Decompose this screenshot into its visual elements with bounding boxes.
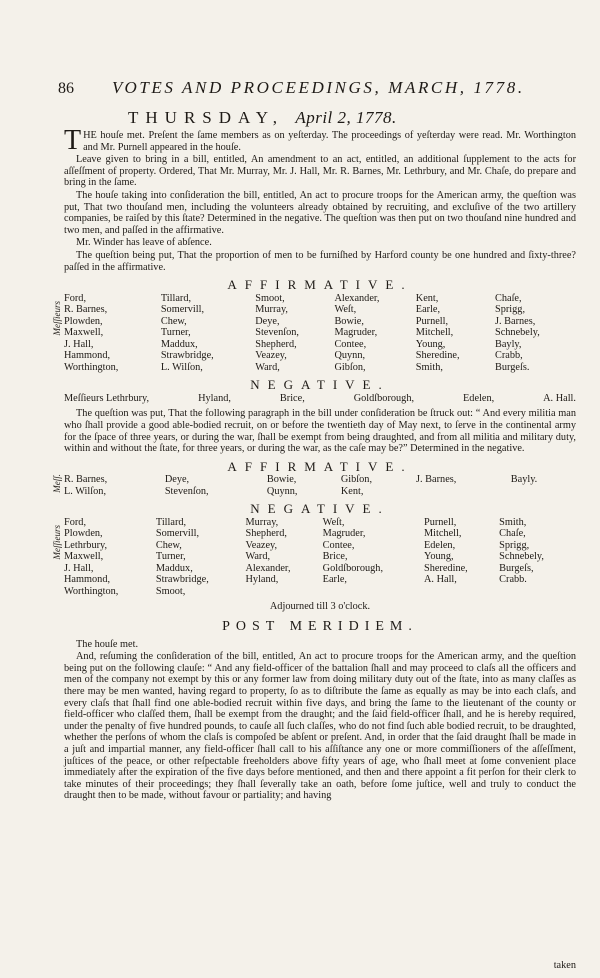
member-name: Tillard,: [155, 516, 187, 528]
negative-heading: NEGATIVE.: [250, 377, 390, 393]
name-column: [499, 517, 576, 598]
messieurs-label: Meſſieurs: [52, 524, 62, 560]
member-name: Gibſon,: [340, 474, 373, 486]
member-name: Burgeſs,: [499, 562, 534, 574]
member-name: Gibſon,: [334, 361, 366, 373]
member-name: A. Hall,: [423, 574, 457, 586]
member-name: Stevenſon,: [164, 485, 209, 497]
member-name: Schnebely,: [499, 551, 544, 563]
member-name: Mitchell,: [423, 528, 462, 540]
member-name: Ward,: [255, 361, 280, 373]
member-name: Veazey,: [245, 539, 278, 551]
member-name: Bowie,: [334, 315, 364, 327]
member-name: Bayly.: [510, 474, 538, 486]
name-column: [334, 293, 415, 374]
member-name: Murray,: [245, 516, 279, 528]
member-name: L. Wilſon,: [64, 485, 107, 497]
member-name: Shepherd,: [245, 528, 287, 540]
member-name: R. Barnes,: [64, 304, 108, 316]
paragraph: Leave given to bring in a bill, entitled, An amendment to an act, entitled, an additional ſupplement to the acts for aſſeſſment of property. Ordered, That Mr. Murray, Mr. J. Hall, Mr. R. Barnes, Mr. Lethrbury, and Mr. Chaſe, do prepare and bring in the ſame.: [64, 154, 576, 189]
member-name: Magruder,: [334, 327, 378, 339]
paragraph: [64, 125, 576, 156]
post-meridiem-heading: POST MERIDIEM.: [222, 619, 418, 635]
member-name: Quynn,: [266, 485, 298, 497]
name-column: [511, 474, 576, 497]
member-name: Kent,: [415, 292, 439, 304]
member-name: Meſſieurs Lethrbury,: [64, 392, 150, 404]
member-name: Worthington,: [64, 585, 119, 597]
page-header: [58, 76, 560, 102]
member-name: Smith,: [415, 361, 443, 373]
member-name: J. Barnes,: [494, 315, 536, 327]
member-name: [245, 586, 318, 598]
member-name: Sprigg,: [494, 304, 526, 316]
member-name: R. Barnes,: [64, 474, 108, 486]
name-column: [424, 517, 499, 598]
name-column: [416, 474, 511, 497]
member-name: Maddux,: [155, 562, 193, 574]
paragraph: The houſe met.: [76, 638, 139, 650]
member-name: [499, 586, 572, 598]
member-name: Brice,: [322, 551, 348, 563]
names-table: [64, 517, 576, 598]
member-name: Turner,: [160, 327, 191, 339]
member-name: Weſt,: [334, 304, 357, 316]
name-column: [165, 474, 267, 497]
member-name: Smith,: [499, 516, 527, 528]
names-table: [64, 293, 576, 374]
member-name: A. Hall.: [543, 392, 576, 404]
member-name: Chew,: [155, 539, 182, 551]
member-name: Plowden,: [64, 528, 103, 540]
name-column: [64, 474, 165, 497]
document-body: [52, 125, 576, 803]
member-name: Plowden,: [64, 315, 103, 327]
member-name: Somervill,: [155, 528, 200, 540]
name-column: [64, 293, 161, 374]
member-name: Earle,: [415, 304, 441, 316]
paragraph: Mr. Winder has leave of abſence.: [76, 237, 212, 249]
member-name: Deye,: [164, 474, 190, 486]
member-name: [424, 586, 495, 598]
member-name: Sheredine,: [423, 562, 468, 574]
catchword: taken: [553, 960, 576, 971]
member-name: J. Hall,: [64, 562, 94, 574]
member-name: Magruder,: [322, 528, 366, 540]
member-name: Contee,: [334, 338, 367, 350]
member-name: Strawbridge,: [155, 574, 209, 586]
member-name: Ford,: [64, 516, 87, 528]
member-name: Crabb,: [494, 350, 523, 362]
page-number: 86: [58, 80, 74, 97]
member-name: Ward,: [245, 551, 271, 563]
member-name: [511, 486, 572, 498]
affirmative-names: [52, 292, 576, 374]
member-name: Hammond,: [64, 350, 111, 362]
messieurs-label: Meſſ.: [52, 474, 62, 494]
name-column: [416, 293, 495, 374]
member-name: [323, 586, 420, 598]
member-name: Smoot,: [155, 585, 186, 597]
names-table: [64, 474, 576, 497]
member-name: Quynn,: [334, 350, 366, 362]
member-name: Hyland,: [198, 392, 231, 404]
day-name: THURSDAY,: [128, 108, 285, 127]
member-name: Chew,: [160, 315, 187, 327]
member-name: Sheredine,: [415, 350, 460, 362]
member-name: Edelen,: [423, 539, 456, 551]
name-column: [267, 474, 341, 497]
name-column: [64, 517, 156, 598]
member-name: Bayly,: [494, 338, 522, 350]
member-name: Young,: [423, 551, 454, 563]
member-name: Murray,: [255, 304, 289, 316]
member-name: Chaſe,: [494, 292, 522, 304]
member-name: Lethrbury,: [64, 539, 108, 551]
member-name: Crabb.: [499, 574, 527, 586]
member-name: Purnell,: [415, 315, 449, 327]
member-name: L. Wilſon,: [160, 361, 203, 373]
running-title: VOTES AND PROCEEDINGS, MARCH, 1778.: [112, 78, 525, 97]
member-name: Shepherd,: [255, 338, 297, 350]
member-name: Brice,: [279, 392, 305, 404]
paragraph: The houſe taking into conſideration the bill, entitled, An act to procure troops for the American army, the queſtion was put, That two thouſand men, including the volunteers already obtained by recruiting, and excluſive of the two artillery companies, be raiſed by this ſtate? Determined in the negative. The queſtion was then put on two thouſand nine hundred and two men, and paſſed in the affirmative.: [64, 189, 576, 236]
name-column: [156, 517, 246, 598]
member-name: Sprigg,: [499, 539, 530, 551]
member-name: Bowie,: [266, 474, 297, 486]
name-column: [495, 293, 576, 374]
day-heading: [128, 108, 397, 128]
name-column: [245, 517, 322, 598]
member-name: Turner,: [155, 551, 186, 563]
member-name: Earle,: [322, 574, 347, 586]
paragraph: And, reſuming the conſideration of the bill, entitled, An act to procure troops for the American army, and the queſtion being put on the following clauſe: “ And any field-officer of the battalion ſhall and may proceed to claſs all the officers and men of the company not exempt by this or any former law from doing military duty out of the ſtate, into as many claſſes as there may be men wanted, having regard to property, ſo as to diſtribute the ſame as equally as may be into each claſs, and every claſs that ſhall find one able-bodied recruit within five days, and bring the ſame to the lieutenant of the county or field-officer who claſſed them, ſhall be exempt from the draught; and the ſaid field-officer ſhall, and he is hereby required, under the penalty of five hundred pounds, to cauſe all ſuch claſſes, who do not find ſuch able bodied recruit, to be draughted, whether the perſons of whom the claſs is compoſed be abſent or preſent. And, in order that the ſaid draught ſhall be made in a juſt and impartial manner, any field-officer ſhall call to his aſſiſtance any one or more commiſſioners of the aſſeſſment, juſtices of the peace, or other reſpectable freeholders above fifty years of age, who ſhall meet at ſome convenient place immediately after the expiration of the five days before mentioned, and then and there appoint a fit perſon for their clerk to take minutes of their proceedings; they ſhall ſeverally take an oath, before ſome juſtice, well and truly to conduct the draught then to be made, without favour or partiality; and having: [64, 651, 576, 802]
member-name: Contee,: [322, 539, 355, 551]
member-name: Alexander,: [334, 292, 380, 304]
adjournment: Adjourned till 3 o'clock.: [269, 601, 371, 613]
paragraph: The queſtion was put, That the following paragraph in the bill under conſideration be ſtruck out: “ And every militia man who ſhall provide a good able-bodied recruit, on or before the twentieth day of May next, to ſerve in the continental army for the ſpace of three years, or during the war, ſhall be exempt from being draughted, and from all militia and military duty, within and without the ſtate, for three years, or during the war, as the caſe may be?” Determined in the negative.: [64, 408, 576, 455]
member-name: Maxwell,: [64, 327, 104, 339]
member-name: Tillard,: [160, 292, 192, 304]
member-name: J. Barnes,: [416, 474, 457, 486]
drop-cap: T: [64, 125, 82, 156]
member-name: Worthington,: [64, 361, 119, 373]
messieurs-label: Meſſieurs: [52, 300, 62, 336]
paragraph: The queſtion being put, That the proportion of men to be furniſhed by Harford county be one hundred and ſixty-three? paſſed in the affirmative.: [64, 249, 576, 273]
member-name: Goldſborough,: [322, 562, 384, 574]
member-name: [416, 486, 507, 498]
member-name: Hyland,: [245, 574, 279, 586]
member-name: Young,: [415, 338, 446, 350]
negative-names: [52, 516, 576, 598]
negative-heading: NEGATIVE.: [250, 501, 390, 517]
member-name: Chaſe,: [499, 528, 526, 540]
member-name: Smoot,: [255, 292, 285, 304]
affirmative-heading: AFFIRMATIVE.: [227, 277, 413, 293]
affirmative-heading: AFFIRMATIVE.: [227, 458, 413, 474]
member-name: Burgeſs.: [494, 361, 530, 373]
day-date: April 2, 1778.: [295, 108, 397, 127]
member-name: J. Hall,: [64, 338, 94, 350]
member-name: Somervill,: [160, 304, 205, 316]
member-name: Ford,: [64, 292, 87, 304]
member-name: Kent,: [340, 485, 364, 497]
member-name: Deye,: [255, 315, 280, 327]
member-name: Weſt,: [322, 516, 345, 528]
member-name: Purnell,: [423, 516, 457, 528]
name-column: [255, 293, 334, 374]
paragraph-text: HE houſe met. Preſent the ſame members as on yeſterday. The proceedings of yeſterday were read. Mr. Worthington and Mr. Purnell appeared in the houſe.: [83, 130, 576, 153]
member-name: Edelen,: [463, 392, 495, 404]
member-name: Hammond,: [64, 574, 111, 586]
member-name: Stevenſon,: [255, 327, 299, 339]
negative-names: [64, 393, 576, 405]
name-column: [161, 293, 255, 374]
member-name: Schnebely,: [494, 327, 540, 339]
member-name: Alexander,: [245, 562, 291, 574]
member-name: Strawbridge,: [160, 350, 214, 362]
member-name: Maxwell,: [64, 551, 104, 563]
name-column: [323, 517, 424, 598]
member-name: Mitchell,: [415, 327, 454, 339]
member-name: Veazey,: [255, 350, 287, 362]
affirmative-names: [52, 474, 576, 497]
name-column: [341, 474, 416, 497]
member-name: Maddux,: [160, 338, 198, 350]
member-name: Goldſborough,: [353, 392, 415, 404]
